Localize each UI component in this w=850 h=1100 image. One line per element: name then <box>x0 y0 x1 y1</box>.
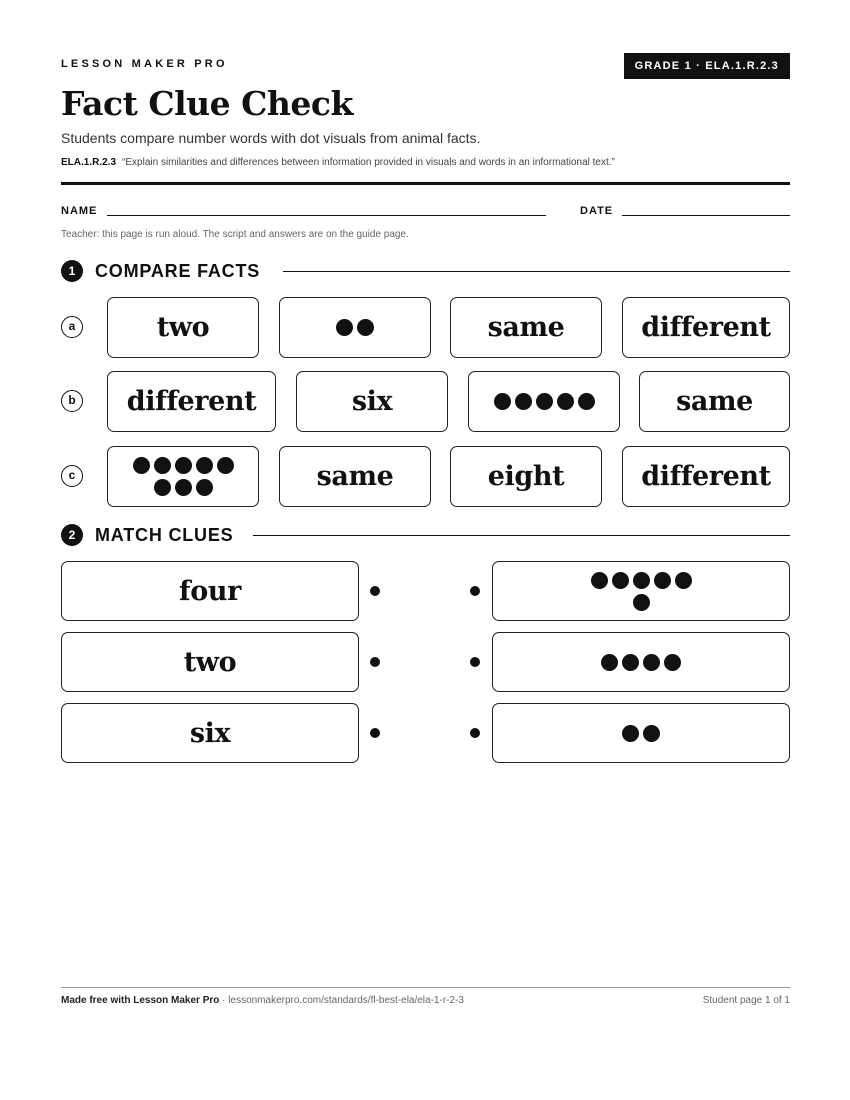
card-word: eight <box>487 461 565 492</box>
dot-card[interactable] <box>279 297 431 358</box>
card-word: different <box>641 312 771 343</box>
worksheet-page <box>61 0 790 1100</box>
dot <box>217 457 234 474</box>
standard-line <box>61 157 615 168</box>
dot <box>633 572 650 589</box>
card-word: different <box>126 386 257 417</box>
dot <box>175 457 192 474</box>
dot <box>336 319 353 336</box>
section-match-clues <box>61 523 790 547</box>
dot <box>557 393 574 410</box>
dot-group <box>494 393 595 410</box>
match-dot-card[interactable] <box>492 561 790 621</box>
word-card[interactable] <box>450 446 602 507</box>
card-word: six <box>189 717 231 749</box>
page-title: Fact Clue Check <box>61 84 353 123</box>
dot <box>622 725 639 742</box>
match-word-card[interactable] <box>61 632 359 692</box>
footer-url[interactable]: · lessonmakerpro.com/standards/fl-best-ela/ela-1-r-2-3 <box>222 995 464 1006</box>
dot-card[interactable] <box>468 371 620 432</box>
dot <box>196 479 213 496</box>
dot <box>357 319 374 336</box>
section-rule <box>253 535 790 536</box>
section-number: 2 <box>61 524 83 546</box>
row-label: b <box>61 390 83 412</box>
footer-divider <box>61 987 790 988</box>
match-connector-dot[interactable] <box>470 586 480 596</box>
word-card[interactable] <box>639 371 790 432</box>
match-dot-card[interactable] <box>492 632 790 692</box>
match-word-card[interactable] <box>61 703 359 763</box>
card-word: two <box>156 312 210 343</box>
standard-text: “Explain similarities and differences between information provided in visuals and words in an informational text.” <box>122 157 615 168</box>
dot-group <box>591 572 692 611</box>
section-rule <box>283 271 790 272</box>
card-word: same <box>487 312 565 343</box>
date-field[interactable] <box>622 215 790 216</box>
match-connector-dot[interactable] <box>470 728 480 738</box>
dot <box>536 393 553 410</box>
row-label: c <box>61 465 83 487</box>
dot <box>133 457 150 474</box>
dot <box>664 654 681 671</box>
card-word: different <box>641 461 771 492</box>
match-word-card[interactable] <box>61 561 359 621</box>
section-title: COMPARE FACTS <box>95 261 261 281</box>
footer-page-number: Student page 1 of 1 <box>702 995 790 1006</box>
card-word: same <box>676 386 753 417</box>
section-number: 1 <box>61 260 83 282</box>
row-label: a <box>61 316 83 338</box>
dot <box>154 457 171 474</box>
dot <box>591 572 608 589</box>
name-field[interactable] <box>107 215 546 216</box>
dot <box>154 479 171 496</box>
word-card[interactable] <box>622 297 790 358</box>
dot <box>494 393 511 410</box>
dot <box>196 457 213 474</box>
card-word: same <box>316 461 394 492</box>
section-compare-facts <box>61 259 790 283</box>
card-word: six <box>351 386 393 417</box>
footer-credit <box>61 995 464 1006</box>
page-subtitle: Students compare number words with dot visuals from animal facts. <box>61 130 481 146</box>
dot <box>515 393 532 410</box>
word-card[interactable] <box>107 297 259 358</box>
dot-group <box>622 725 660 742</box>
footer-made-by: Made free with Lesson Maker Pro <box>61 995 220 1006</box>
dot <box>622 654 639 671</box>
name-label: NAME <box>61 205 98 217</box>
card-word: two <box>183 646 237 678</box>
teacher-note: Teacher: this page is run aloud. The script and answers are on the guide page. <box>61 229 409 240</box>
brand-name: LESSON MAKER PRO <box>61 58 228 70</box>
dot <box>601 654 618 671</box>
dot-card[interactable] <box>107 446 259 507</box>
match-connector-dot[interactable] <box>370 728 380 738</box>
header-divider <box>61 182 790 185</box>
grade-badge: GRADE 1 · ELA.1.R.2.3 <box>624 53 790 79</box>
dot <box>612 572 629 589</box>
match-connector-dot[interactable] <box>370 657 380 667</box>
word-card[interactable] <box>107 371 276 432</box>
match-connector-dot[interactable] <box>470 657 480 667</box>
section-title: MATCH CLUES <box>95 525 234 545</box>
match-dot-card[interactable] <box>492 703 790 763</box>
match-connector-dot[interactable] <box>370 586 380 596</box>
dot-group <box>133 457 234 496</box>
dot <box>633 594 650 611</box>
word-card[interactable] <box>279 446 431 507</box>
word-card[interactable] <box>450 297 602 358</box>
card-word: four <box>179 575 241 607</box>
dot-group <box>601 654 681 671</box>
dot <box>643 725 660 742</box>
date-label: DATE <box>580 205 614 217</box>
word-card[interactable] <box>622 446 790 507</box>
word-card[interactable] <box>296 371 448 432</box>
dot <box>578 393 595 410</box>
dot <box>654 572 671 589</box>
dot <box>643 654 660 671</box>
standard-code: ELA.1.R.2.3 <box>61 157 117 168</box>
dot <box>675 572 692 589</box>
dot <box>175 479 192 496</box>
dot-group <box>336 319 374 336</box>
